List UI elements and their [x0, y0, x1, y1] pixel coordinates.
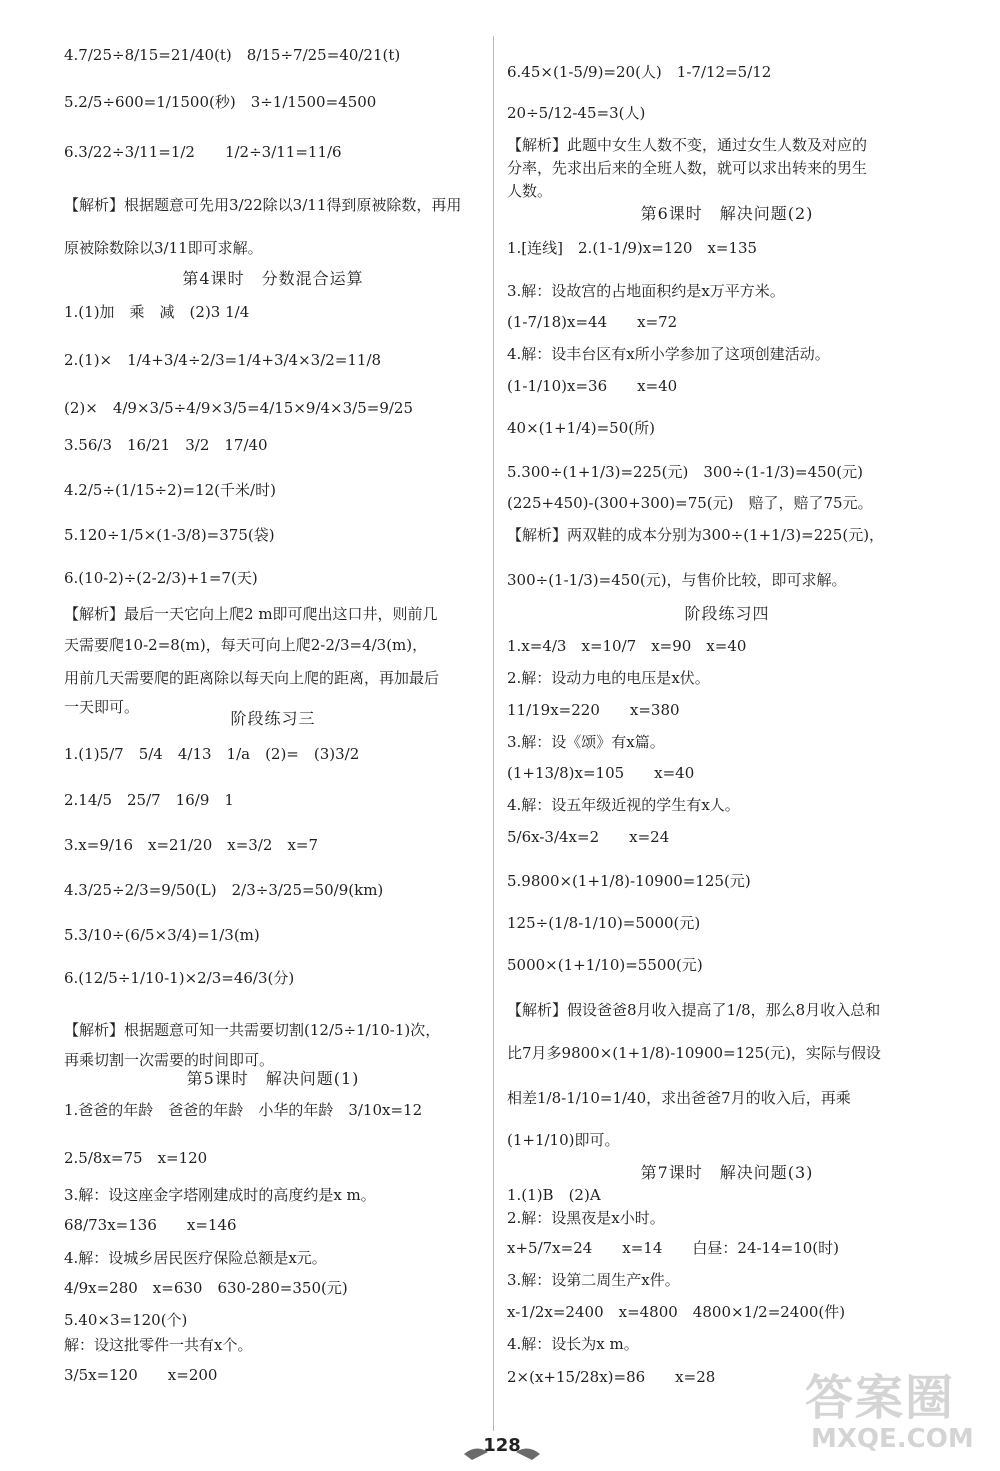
answer-line: 4.3/25÷2/3=9/50(L) 2/3÷3/25=50/9(km): [64, 881, 384, 899]
answer-line: 4/9x=280 x=630 630-280=350(元): [64, 1279, 348, 1297]
answer-line: 5/6x-3/4x=2 x=24: [507, 828, 670, 846]
column-divider: [493, 36, 494, 1431]
answer-line: 5.40×3=120(个): [64, 1311, 188, 1329]
answer-line: 1.(1)B (2)A: [507, 1186, 601, 1204]
answer-line: (1-7/18)x=44 x=72: [507, 313, 678, 331]
answer-line: 2.14/5 25/7 16/9 1: [64, 791, 234, 809]
answer-line: 用前几天需要爬的距离除以每天向上爬的距离，再加最后: [64, 669, 440, 687]
section-title: 第4课时 分数混合运算: [182, 269, 364, 288]
answer-line: 4.2/5÷(1/15÷2)=12(千米/时): [64, 481, 276, 499]
answer-line: 5000×(1+1/10)=5500(元): [507, 956, 703, 974]
answer-line: 125÷(1/8-1/10)=5000(元): [507, 914, 701, 932]
answer-line: 【解析】此题中女生人数不变，通过女生人数及对应的: [507, 136, 868, 154]
answer-line: 2.(1)× 1/4+3/4÷2/3=1/4+3/4×3/2=11/8: [64, 351, 382, 369]
section-title: 第6课时 解决问题(2): [640, 204, 814, 223]
answer-line: 6.(10-2)÷(2-2/3)+1=7(天): [64, 569, 258, 587]
answer-line: 【解析】根据题意可先用3/22除以3/11得到原被除数，再用: [64, 196, 462, 214]
answer-line: x-1/2x=2400 x=4800 4800×1/2=2400(件): [507, 1303, 846, 1321]
answer-line: 4.解：设城乡居民医疗保险总额是x元。: [64, 1249, 327, 1267]
answer-line: (1-1/10)x=36 x=40: [507, 377, 678, 395]
answer-line: 3.56/3 16/21 3/2 17/40: [64, 436, 268, 454]
answer-line: 人数。: [507, 182, 553, 200]
answer-line: (2)× 4/9×3/5÷4/9×3/5=4/15×9/4×3/5=9/25: [64, 399, 414, 417]
answer-line: 1.爸爸的年龄 爸爸的年龄 小华的年龄 3/10x=12: [64, 1101, 423, 1119]
answer-line: 原被除数除以3/11即可求解。: [64, 239, 263, 257]
answer-line: 20÷5/12-45=3(人): [507, 104, 646, 122]
answer-line: 1.(1)加 乘 减 (2)3 1/4: [64, 303, 250, 321]
watermark-url: MXQE.COM: [811, 1424, 974, 1454]
answer-line: x+5/7x=24 x=14 白昼：24-14=10(时): [507, 1239, 840, 1257]
answer-line: 2.5/8x=75 x=120: [64, 1149, 208, 1167]
answer-line: 5.120÷1/5×(1-3/8)=375(袋): [64, 526, 275, 544]
watermark: [805, 1372, 995, 1467]
answer-line: 4.解：设丰台区有x所小学参加了这项创建活动。: [507, 345, 830, 363]
answer-line: 天需要爬10-2=8(m)，每天可向上爬2-2/3=4/3(m)，: [64, 636, 428, 654]
answer-line: 1.[连线] 2.(1-1/9)x=120 x=135: [507, 239, 758, 257]
answer-line: 300÷(1-1/3)=450(元)，与售价比较，即可求解。: [507, 571, 847, 589]
answer-line: 3.解：设故宫的占地面积约是x万平方米。: [507, 282, 785, 300]
answer-line: 4.解：设五年级近视的学生有x人。: [507, 796, 740, 814]
answer-line: 5.300÷(1+1/3)=225(元) 300÷(1-1/3)=450(元): [507, 463, 863, 481]
answer-line: 5.2/5÷600=1/1500(秒) 3÷1/1500=4500: [64, 93, 377, 111]
answer-line: 2.解：设动力电的电压是x伏。: [507, 669, 710, 687]
answer-line: 3.解：设第二周生产x件。: [507, 1271, 680, 1289]
answer-line: 40×(1+1/4)=50(所): [507, 419, 655, 437]
answer-line: 2×(x+15/28x)=86 x=28: [507, 1368, 716, 1386]
answer-line: 3.解：设这座金字塔刚建成时的高度约是x m。: [64, 1186, 376, 1204]
answer-line: 1.(1)5/7 5/4 4/13 1/a (2)= (3)3/2: [64, 745, 360, 763]
watermark-logo-text: 答案圈: [805, 1370, 956, 1426]
answer-line: (1+1/10)即可。: [507, 1131, 620, 1149]
answer-line: 【解析】假设爸爸8月收入提高了1/8，那么8月收入总和: [507, 1001, 881, 1019]
answer-line: 一天即可。: [64, 698, 140, 716]
answer-line: 4.解：设长为x m。: [507, 1335, 639, 1353]
section-title: 阶段练习四: [684, 604, 770, 623]
answer-line: 11/19x=220 x=380: [507, 701, 680, 719]
answer-line: 【解析】根据题意可知一共需要切割(12/5÷1/10-1)次，: [64, 1021, 441, 1039]
answer-line: 6.45×(1-5/9)=20(人) 1-7/12=5/12: [507, 63, 772, 81]
answer-line: 68/73x=136 x=146: [64, 1216, 237, 1234]
page-number: 128: [483, 1435, 521, 1456]
answer-line: 6.(12/5÷1/10-1)×2/3=46/3(分): [64, 969, 295, 987]
answer-line: (225+450)-(300+300)=75(元) 赔了，赔了75元。: [507, 494, 873, 512]
answer-line: 6.3/22÷3/11=1/2 1/2÷3/11=11/6: [64, 143, 342, 161]
section-title: 第7课时 解决问题(3): [640, 1163, 814, 1182]
answer-line: 分率，先求出后来的全班人数，就可以求出转来的男生: [507, 159, 868, 177]
answer-line: 比7月多9800×(1+1/8)-10900=125(元)，实际与假设: [507, 1044, 881, 1062]
answer-line: 再乘切割一次需要的时间即可。: [64, 1051, 275, 1069]
answer-line: 【解析】两双鞋的成本分别为300÷(1+1/3)=225(元)，: [507, 526, 885, 544]
answer-line: 2.解：设黑夜是x小时。: [507, 1209, 665, 1227]
answer-line: 4.7/25÷8/15=21/40(t) 8/15÷7/25=40/21(t): [64, 46, 401, 64]
answer-line: 【解析】最后一天它向上爬2 m即可爬出这口井，则前几: [64, 605, 438, 623]
section-title: 阶段练习三: [230, 709, 316, 728]
answer-line: 5.9800×(1+1/8)-10900=125(元): [507, 872, 751, 890]
answer-line: 3.x=9/16 x=21/20 x=3/2 x=7: [64, 836, 319, 854]
answer-line: 解：设这批零件一共有x个。: [64, 1336, 253, 1354]
answer-line: 3/5x=120 x=200: [64, 1366, 218, 1384]
answer-line: 5.3/10÷(6/5×3/4)=1/3(m): [64, 926, 260, 944]
answer-line: 相差1/8-1/10=1/40，求出爸爸7月的收入后，再乘: [507, 1089, 851, 1107]
section-title: 第5课时 解决问题(1): [186, 1069, 360, 1088]
answer-line: (1+13/8)x=105 x=40: [507, 764, 695, 782]
answer-line: 3.解：设《颂》有x篇。: [507, 733, 665, 751]
answer-line: 1.x=4/3 x=10/7 x=90 x=40: [507, 637, 747, 655]
